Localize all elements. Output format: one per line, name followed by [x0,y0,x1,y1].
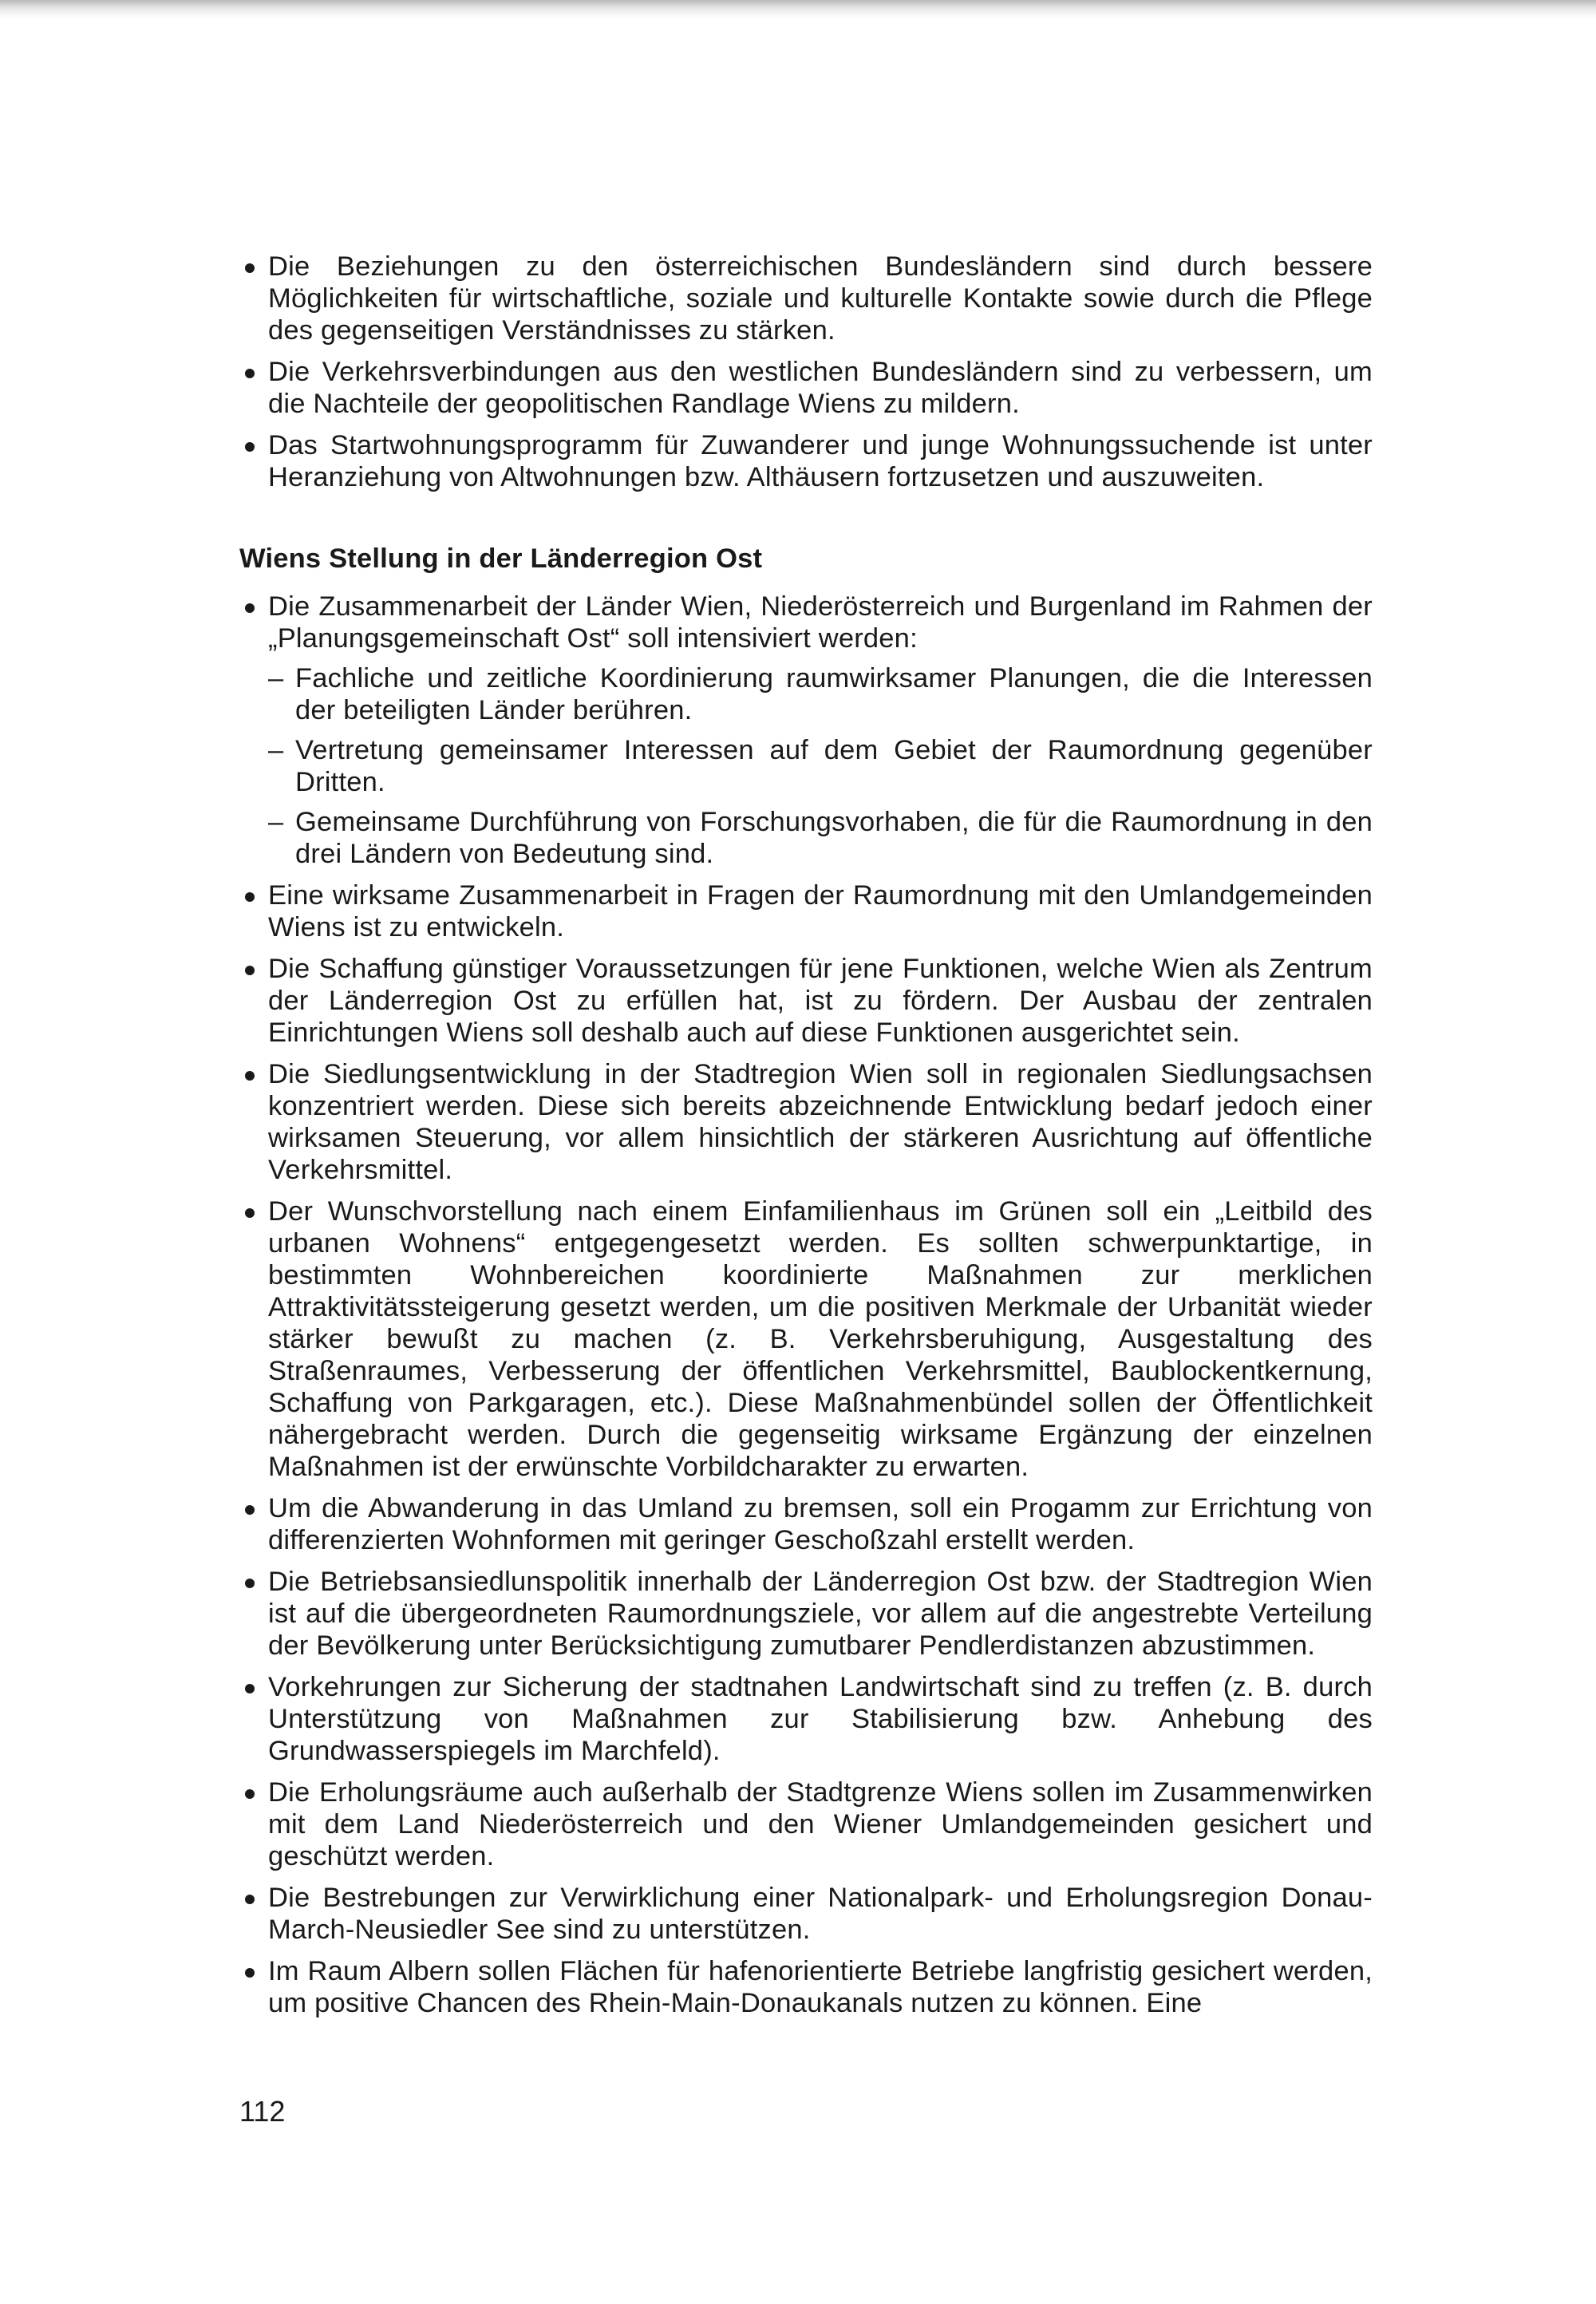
bullet-item [239,591,1373,654]
bullet-text: Die Zusammenarbeit der Länder Wien, Niederösterreich und Burgenland im Rahmen der „Planungsgemeinschaft Ost“ soll intensiviert werden: [268,591,1373,654]
bullet-icon [245,1579,255,1588]
bullet-text: Der Wunschvorstellung nach einem Einfamilienhaus im Grünen soll ein „Leitbild des urbanen Wohnens“ entgegengesetzt werden. Es sollten schwerpunktartige, in bestimmten Wohnbereichen koordinierte Maßnahmen zur merklichen Attraktivitätssteigerung gesetzt werden, um die positiven Merkmale der Urbanität wieder stärker bewußt zu machen (z. B. Verkehrsberuhigung, Ausgestaltung des Straßenraumes, Verbesserung der öffentlichen Verkehrsmittel, Baublockentkernung, Schaffung von Parkgaragen, etc.). Diese Maßnahmenbündel sollen der Öffentlichkeit nähergebracht werden. Durch die gegenseitig wirksame Ergänzung der einzelnen Maßnahmen ist der erwünschte Vorbildcharakter zu erwarten. [268,1196,1373,1482]
bullet-icon [245,1789,255,1799]
bullet-text: Die Bestrebungen zur Verwirklichung einer Nationalpark- und Erholungsregion Donau-March-Neusiedler See sind zu unterstützen. [268,1883,1373,1945]
bullet-item [239,1776,1373,1872]
bullet-text: Die Schaffung günstiger Voraussetzungen für jene Funktionen, welche Wien als Zentrum der Länderregion Ost zu erfüllen hat, ist zu fördern. Der Ausbau der zentralen Einrichtungen Wiens soll deshalb auch auf diese Funktionen ausgerichtet sein. [268,954,1373,1048]
bullet-text: Die Betriebsansiedlunspolitik innerhalb der Länderregion Ost bzw. der Stadtregion Wien ist auf die übergeordneten Raumordnungsziele, vor allem auf die angestrebte Verteilung der Bevölkerung unter Berücksichtigung zumutbarer Pendlerdistanzen abzustimmen. [268,1567,1373,1661]
bullet-item [239,1195,1373,1483]
bullet-item [239,1955,1373,2019]
bullet-icon [245,892,255,902]
bullet-item [239,1492,1373,1556]
bullet-item [239,1566,1373,1662]
bullet-item [239,1671,1373,1767]
bullet-text: Um die Abwanderung in das Umland zu bremsen, soll ein Progamm zur Errichtung von differenzierten Wohnformen mit geringer Geschoßzahl erstellt werden. [268,1493,1373,1555]
bullet-item [239,953,1373,1049]
bullet-icon [245,1684,255,1693]
dash-marker: – [268,807,284,837]
dash-marker: – [268,663,284,694]
bullet-text: Die Erholungsräume auch außerhalb der Stadtgrenze Wiens sollen im Zusammenwirken mit dem Land Niederösterreich und den Wiener Umlandgemeinden gesichert und geschützt werden. [268,1777,1373,1871]
section-heading: Wiens Stellung in der Länderregion Ost [239,543,763,574]
scan-top-edge [0,0,1596,18]
bullet-text: Das Startwohnungsprogramm für Zuwanderer und junge Wohnungssuchende ist unter Heranziehung von Altwohnungen bzw. Althäusern fortzusetzen und auszuweiten. [268,430,1373,492]
bullet-icon [245,1208,255,1218]
bullet-text: Die Beziehungen zu den österreichischen Bundesländern sind durch bessere Möglichkeiten für wirtschaftliche, soziale und kulturelle Kontakte sowie durch die Pflege des gegenseitigen Verständnisses zu stärken. [268,251,1373,346]
bullet-text: Eine wirksame Zusammenarbeit in Fragen der Raumordnung mit den Umlandgemeinden Wiens ist zu entwickeln. [268,880,1373,943]
bullet-text: Die Verkehrsverbindungen aus den westlichen Bundesländern sind zu verbessern, um die Nachteile der geopolitischen Randlage Wiens zu mildern. [268,357,1373,419]
bullet-icon [245,1071,255,1081]
bullet-icon [245,966,255,975]
bullet-icon [245,603,255,613]
sub-item-text: Gemeinsame Durchführung von Forschungsvorhaben, die für die Raumordnung in den drei Ländern von Bedeutung sind. [295,807,1373,869]
bullet-item [239,251,1373,346]
page-number: 112 [239,2095,286,2128]
bullet-item [239,429,1373,493]
bullet-item [239,356,1373,420]
bullet-text: Die Siedlungsentwicklung in der Stadtregion Wien soll in regionalen Siedlungsachsen konzentriert werden. Diese sich bereits abzeichnende Entwicklung bedarf jedoch einer wirksamen Steuerung, vor allem hinsichtlich der stärkeren Ausrichtung auf öffentliche Verkehrsmittel. [268,1059,1373,1185]
bullet-icon [245,1895,255,1904]
bullet-icon [245,263,255,273]
bullet-text: Im Raum Albern sollen Flächen für hafenorientierte Betriebe langfristig gesichert werden, um positive Chancen des Rhein-Main-Donaukanals nutzen zu können. Eine [268,1956,1373,2018]
page-body [239,251,1373,2019]
sub-item-text: Fachliche und zeitliche Koordinierung raumwirksamer Planungen, die die Interessen der beteiligten Länder berühren. [295,663,1373,725]
bullet-item [239,1058,1373,1186]
sub-item [239,662,1373,726]
bullet-item [239,1882,1373,1946]
sub-item [239,806,1373,870]
bullet-icon [245,369,255,378]
bullet-icon [245,1968,255,1978]
sub-item-text: Vertretung gemeinsamer Interessen auf dem Gebiet der Raumordnung gegenüber Dritten. [295,735,1373,797]
sub-item [239,734,1373,798]
bullet-item [239,879,1373,943]
dash-marker: – [268,735,284,765]
bullet-icon [245,442,255,452]
bullet-text: Vorkehrungen zur Sicherung der stadtnahen Landwirtschaft sind zu treffen (z. B. durch Unterstützung von Maßnahmen zur Stabilisierung bzw. Anhebung des Grundwasserspiegels im Marchfeld). [268,1672,1373,1766]
bullet-icon [245,1505,255,1515]
